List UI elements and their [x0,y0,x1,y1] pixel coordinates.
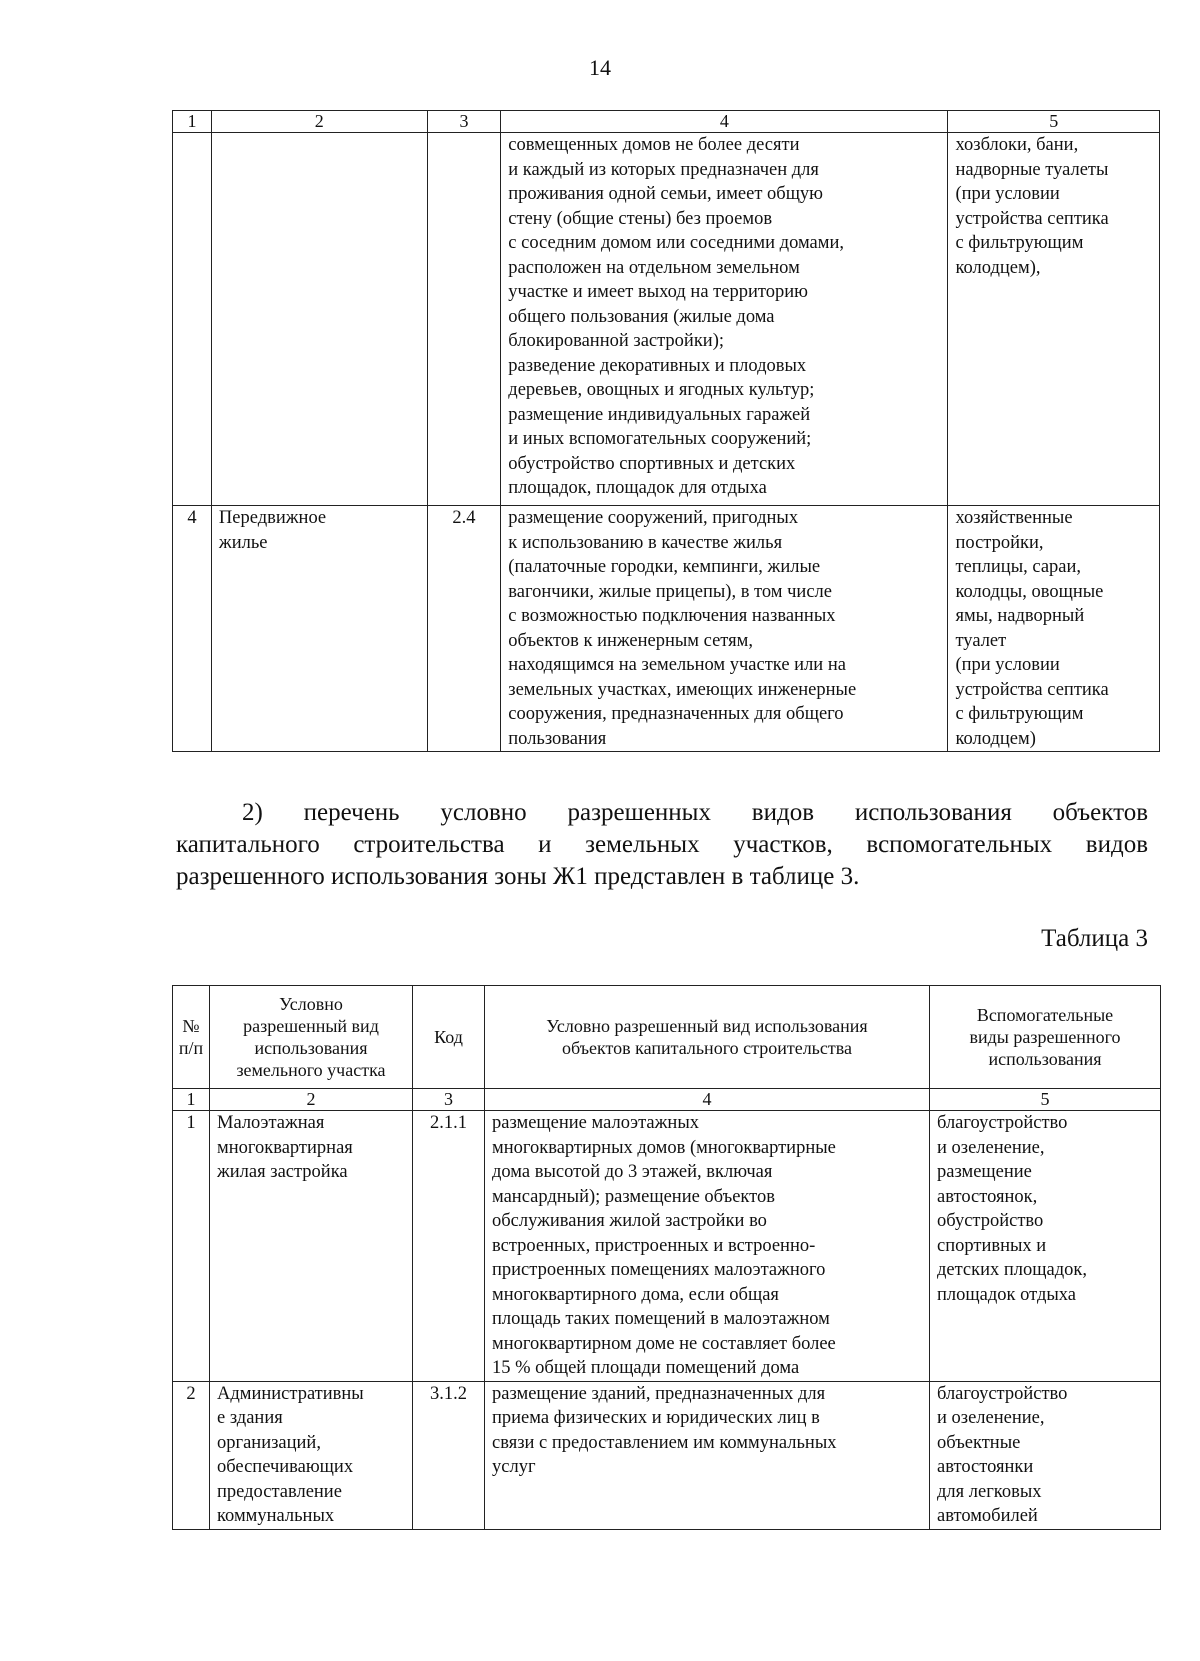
row-number [173,133,212,506]
row-number: 1 [173,1111,210,1382]
table-row [173,1111,1161,1382]
table-3 [172,985,1161,1530]
row-code: 3.1.2 [413,1381,485,1529]
paragraph-line: 2) перечень условно разрешенных видов использования объектов [242,799,1148,826]
table-row [173,506,1160,752]
header-code: Код [413,986,485,1089]
row-description: размещение сооружений, пригодных к использованию в качестве жилья (палаточные городки, кемпинги, жилые вагончики, жилые прицепы), в том числе с возможностью подключения названных объектов к инженерным сетям, находящимся на земельном участке или на земельных участках, имеющих инженерные сооружения, предназначенных для общего пользования [501,506,948,752]
col-number: 1 [173,111,212,133]
row-description: размещение малоэтажных многоквартирных домов (многоквартирные дома высотой до 3 этажей, включая мансардный); размещение объектов обслуживания жилой застройки во встроенных, пристроенных и встроенно- пристроенных помещениях малоэтажного многоквартирного дома, если общая площадь таких помещений в малоэтажном многоквартирном доме не составляет более 15 % общей площади помещений дома [485,1111,930,1382]
row-code [427,133,501,506]
row-auxiliary: благоустройство и озеленение, размещение автостоянок, обустройство спортивных и детских площадок, площадок отдыха [930,1111,1161,1382]
header-name: Условно разрешенный вид использования земельного участка [210,986,413,1089]
row-number: 2 [173,1381,210,1529]
table-row [173,1381,1161,1529]
table-row [173,133,1160,506]
col-number: 4 [485,1089,930,1111]
header-auxiliary: Вспомогательные виды разрешенного использования [930,986,1161,1089]
header-description: Условно разрешенный вид использования объектов капитального строительства [485,986,930,1089]
row-auxiliary: хозяйственные постройки, теплицы, сараи, колодцы, овощные ямы, надворный туалет (при условии устройства септика с фильтрующим колодцем) [948,506,1160,752]
col-number: 2 [210,1089,413,1111]
table-caption: Таблица 3 [1041,925,1148,952]
paragraph-line: разрешенного использования зоны Ж1 представлен в таблице 3. [176,863,860,890]
row-auxiliary: благоустройство и озеленение, объектные автостоянки для легковых автомобилей [930,1381,1161,1529]
col-number: 1 [173,1089,210,1111]
col-number: 4 [501,111,948,133]
header-num: № п/п [173,986,210,1089]
row-description: совмещенных домов не более десяти и каждый из которых предназначен для проживания одной семьи, имеет общую стену (общие стены) без проемов с соседним домом или соседними домами, расположен на отдельном земельном участке и имеет выход на территорию общего пользования (жилые дома блокированной застройки); разведение декоративных и плодовых деревьев, овощных и ягодных культур; размещение индивидуальных гаражей и иных вспомогательных сооружений; обустройство спортивных и детских площадок, площадок для отдыха [501,133,948,506]
paragraph-line: капитального строительства и земельных участков, вспомогательных видов [176,831,1148,858]
page-number: 14 [589,55,611,80]
table-column-numbers [173,1089,1161,1111]
table-header-row [173,986,1161,1089]
table-column-numbers [173,111,1160,133]
col-number: 3 [413,1089,485,1111]
row-auxiliary: хозблоки, бани, надворные туалеты (при условии устройства септика с фильтрующим колодцем), [948,133,1160,506]
row-name [211,133,427,506]
continuation-table [172,110,1160,752]
row-name: Малоэтажная многоквартирная жилая застройка [210,1111,413,1382]
row-name: Административны е здания организаций, обеспечивающих предоставление коммунальных [210,1381,413,1529]
row-description: размещение зданий, предназначенных для приема физических и юридических лиц в связи с предоставлением им коммунальных услуг [485,1381,930,1529]
col-number: 5 [948,111,1160,133]
row-name: Передвижное жилье [211,506,427,752]
row-code: 2.1.1 [413,1111,485,1382]
col-number: 2 [211,111,427,133]
col-number: 5 [930,1089,1161,1111]
col-number: 3 [427,111,501,133]
row-code: 2.4 [427,506,501,752]
row-number: 4 [173,506,212,752]
body-paragraph [176,797,1148,893]
